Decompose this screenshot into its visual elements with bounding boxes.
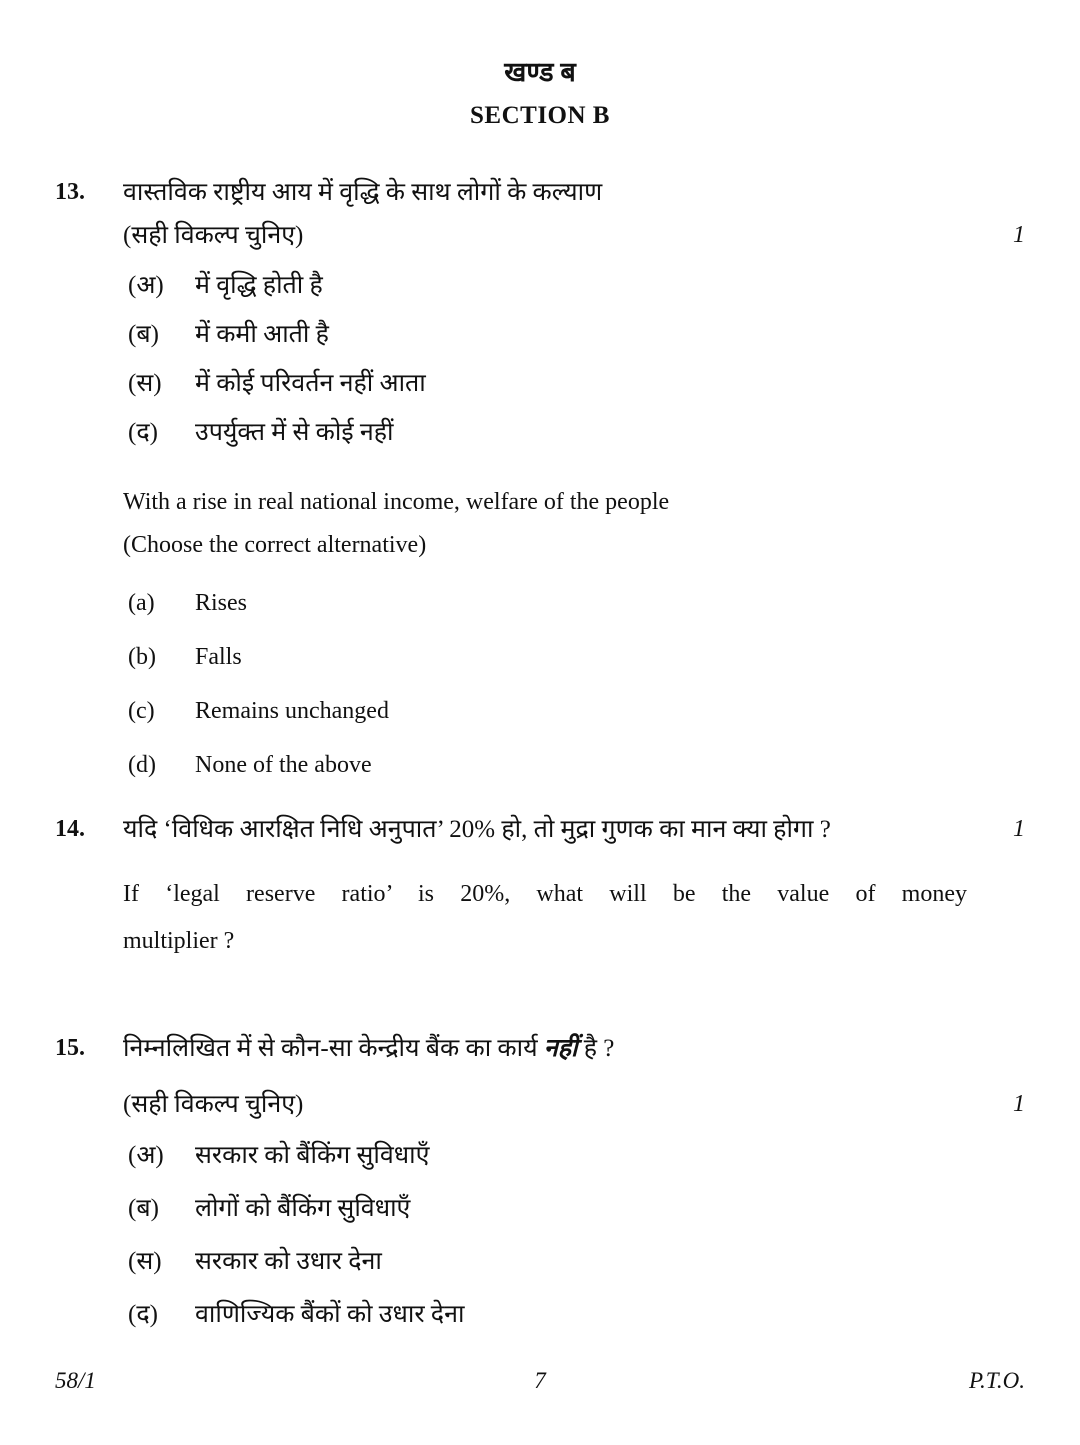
marks-value: 1 <box>1013 816 1025 842</box>
option-letter: (c) <box>128 698 155 724</box>
option-letter: (ब) <box>128 1195 159 1222</box>
option-letter: (d) <box>128 752 156 778</box>
question-hint-english: (Choose the correct alternative) <box>123 532 427 558</box>
option-row <box>55 630 1025 684</box>
option-label: Falls <box>195 644 242 670</box>
option-letter: (द) <box>128 419 158 446</box>
option-row <box>55 1235 1025 1288</box>
option-letter: (स) <box>128 370 162 397</box>
option-letter: (ब) <box>128 321 159 348</box>
option-letter: (b) <box>128 644 156 670</box>
question-number: 14. <box>55 816 85 842</box>
options-english <box>55 576 1025 792</box>
page-footer <box>55 1368 1025 1394</box>
question-stem-hindi: वास्तविक राष्ट्रीय आय में वृद्धि के साथ लोगों के कल्याण <box>123 179 603 206</box>
option-label: लोगों को बैंकिंग सुविधाएँ <box>195 1195 411 1222</box>
question-hint-hindi: (सही विकल्प चुनिए) <box>123 1091 304 1118</box>
option-label: Remains unchanged <box>195 698 389 724</box>
option-row <box>55 261 1025 310</box>
option-letter: (a) <box>128 590 155 616</box>
option-label: Rises <box>195 590 248 616</box>
question-14 <box>55 808 1025 965</box>
question-stem-hindi: यदि ‘विधिक आरक्षित निधि अनुपात’ 20% हो, तो मुद्रा गुणक का मान क्या होगा ? <box>123 816 831 843</box>
section-heading-hindi: खण्ड ब <box>504 57 576 87</box>
option-row <box>55 1129 1025 1182</box>
question-stem-english: With a rise in real national income, welfare of the people <box>123 489 670 515</box>
option-label: में कमी आती है <box>195 321 329 348</box>
option-row <box>55 1182 1025 1235</box>
question-stem-hindi: निम्नलिखित में से कौन-सा केन्द्रीय बैंक का कार्य नहीं है ? <box>123 1035 615 1062</box>
option-row <box>55 684 1025 738</box>
question-stem-english-line2: multiplier ? <box>123 928 235 954</box>
option-letter: (अ) <box>128 272 164 299</box>
question-stem-english-line1: If ‘legal reserve ratio’ is 20%, what will be the value of money <box>123 881 967 907</box>
page-number: 7 <box>534 1368 546 1393</box>
emphasized-word: नहीं <box>543 1035 578 1062</box>
question-13 <box>55 171 1025 792</box>
option-label: सरकार को बैंकिंग सुविधाएँ <box>195 1142 430 1169</box>
option-row <box>55 1288 1025 1341</box>
option-letter: (द) <box>128 1301 158 1328</box>
option-label: सरकार को उधार देना <box>195 1248 382 1275</box>
option-row <box>55 310 1025 359</box>
marks-value: 1 <box>1013 1091 1025 1117</box>
option-row <box>55 408 1025 457</box>
pto-label: P.T.O. <box>968 1368 1025 1393</box>
option-label: वाणिज्यिक बैंकों को उधार देना <box>195 1301 465 1328</box>
marks-value: 1 <box>1013 222 1025 248</box>
option-label: उपर्युक्त में से कोई नहीं <box>195 419 394 446</box>
question-number: 13. <box>55 179 85 205</box>
option-letter: (अ) <box>128 1142 164 1169</box>
question-hint-hindi: (सही विकल्प चुनिए) <box>123 222 304 249</box>
option-row <box>55 359 1025 408</box>
section-heading-english: SECTION B <box>470 102 610 129</box>
paper-code: 58/1 <box>55 1368 96 1393</box>
question-15 <box>55 1027 1025 1341</box>
option-label: में वृद्धि होती है <box>195 272 323 299</box>
option-label: None of the above <box>195 752 372 778</box>
options-hindi <box>55 261 1025 457</box>
option-letter: (स) <box>128 1248 162 1275</box>
option-row <box>55 576 1025 630</box>
question-number: 15. <box>55 1035 85 1061</box>
option-label: में कोई परिवर्तन नहीं आता <box>195 370 426 397</box>
option-row <box>55 738 1025 792</box>
options-hindi <box>55 1129 1025 1341</box>
